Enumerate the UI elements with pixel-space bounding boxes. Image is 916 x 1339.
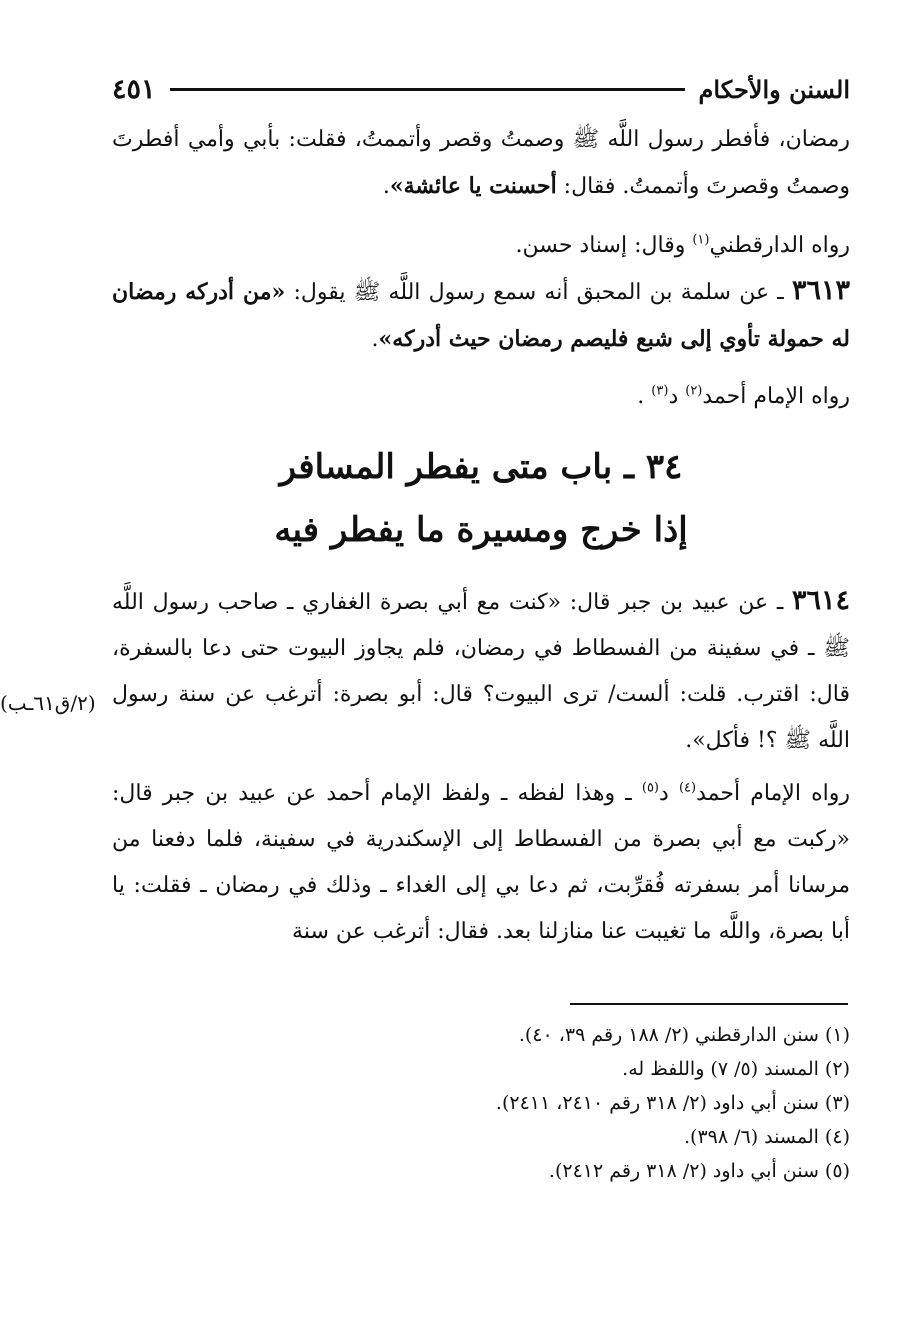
footnote-item: (٥) سنن أبي داود (٢/ ٣١٨ رقم ٢٤١٢). bbox=[548, 1160, 850, 1182]
narration-text: د bbox=[659, 781, 679, 806]
footnotes bbox=[112, 1018, 850, 1188]
footnote-item: (١) سنن الدارقطني (٢/ ١٨٨ رقم ٣٩، ٤٠). bbox=[518, 1024, 850, 1046]
hadith-text: ـ عن سلمة بن المحبق أنه سمع رسول اللَّه ﷺ يقول: bbox=[285, 280, 792, 305]
manuscript-margin-note: (٢/ق٦١ـب) bbox=[0, 691, 96, 715]
punctuation: . bbox=[382, 174, 390, 199]
footnote-ref: (٤) bbox=[678, 780, 697, 796]
footnote-ref: (٥) bbox=[641, 780, 659, 796]
continued-text: رمضان، فأفطر رسول اللَّه ﷺ وصمتُ وقصر وأتممتُ، فقلت: بأبي وأمي أفطرتَ وصمتُ وقصرتَ وأتممتُ. فقال: bbox=[112, 127, 850, 199]
footnote-item: (٣) سنن أبي داود (٢/ ٣١٨ رقم ٢٤١٠، ٢٤١١). bbox=[495, 1092, 850, 1114]
footnote-ref: (١) bbox=[692, 232, 710, 248]
narration-text: رواه الإمام أحمد bbox=[702, 384, 850, 409]
header-rule bbox=[170, 88, 685, 91]
punctuation: . bbox=[371, 327, 379, 352]
narration-text: د bbox=[668, 384, 686, 409]
continued-paragraph bbox=[112, 117, 850, 210]
narration-text: رواه الدارقطني bbox=[709, 233, 850, 258]
footnote-item: (٢) المسند (٥/ ٧) واللفظ له. bbox=[622, 1058, 850, 1080]
hadith-number: ٣٦١٣ bbox=[791, 275, 850, 306]
running-header bbox=[112, 72, 850, 106]
hadith-3614 bbox=[112, 578, 850, 764]
chapter-heading-line-1: ٣٤ ـ باب متى يفطر المسافر bbox=[279, 447, 683, 487]
narration-text: ـ وهذا لفظه ـ ولفظ الإمام أحمد عن عبيد بن جبر قال: «ركبت مع أبي بصرة من الفسطاط إلى الإسكندرية في سفينة، فلما دفعنا من مرسانا أمر بسفرته فُقرِّبت، ثم دعا بي إلى الغداء ـ وذلك في رمضان ـ فقلت: يا أبا بصرة، واللَّه ما تغيبت عنا منازلنا بعد. فقال: أترغب عن سنة bbox=[112, 781, 850, 944]
narration-text: . bbox=[637, 384, 652, 409]
footnote-ref: (٢) bbox=[685, 383, 703, 399]
narration-text: رواه الإمام أحمد bbox=[696, 781, 850, 806]
footnote-ref: (٣) bbox=[651, 383, 669, 399]
hadith-quote: «من أدركه رمضان له حمولة تأوي إلى شبع فليصم رمضان حيث أدركه» bbox=[112, 279, 850, 352]
footnote-item: (٤) المسند (٦/ ٣٩٨). bbox=[683, 1126, 850, 1148]
footnote-separator bbox=[570, 1003, 848, 1005]
narration-note bbox=[112, 374, 886, 420]
quoted-bold-text: أحسنت يا عائشة» bbox=[389, 173, 557, 199]
hadith-number: ٣٦١٤ bbox=[791, 585, 850, 616]
hadith-3613 bbox=[112, 268, 850, 363]
running-header-title: السنن والأحكام bbox=[698, 74, 850, 104]
chapter-heading-line-2: إذا خرج ومسيرة ما يفطر فيه bbox=[274, 510, 688, 550]
narration-paragraph bbox=[112, 771, 886, 955]
narration-note bbox=[112, 223, 886, 269]
page-number: ٤٥١ bbox=[112, 73, 156, 105]
narration-text: وقال: إسناد حسن. bbox=[515, 233, 693, 258]
hadith-text: ـ عن عبيد بن جبر قال: «كنت مع أبي بصرة الغفاري ـ صاحب رسول اللَّه ﷺ ـ في سفينة من الفسطاط في رمضان، فلم يجاوز البيوت حتى دعا بالسفرة، قال: اقترب. قلت: ألست/ ترى البيوت؟ قال: أبو بصرة: أترغب عن سنة رسول اللَّه ﷺ ؟! فأكل». bbox=[112, 590, 850, 753]
